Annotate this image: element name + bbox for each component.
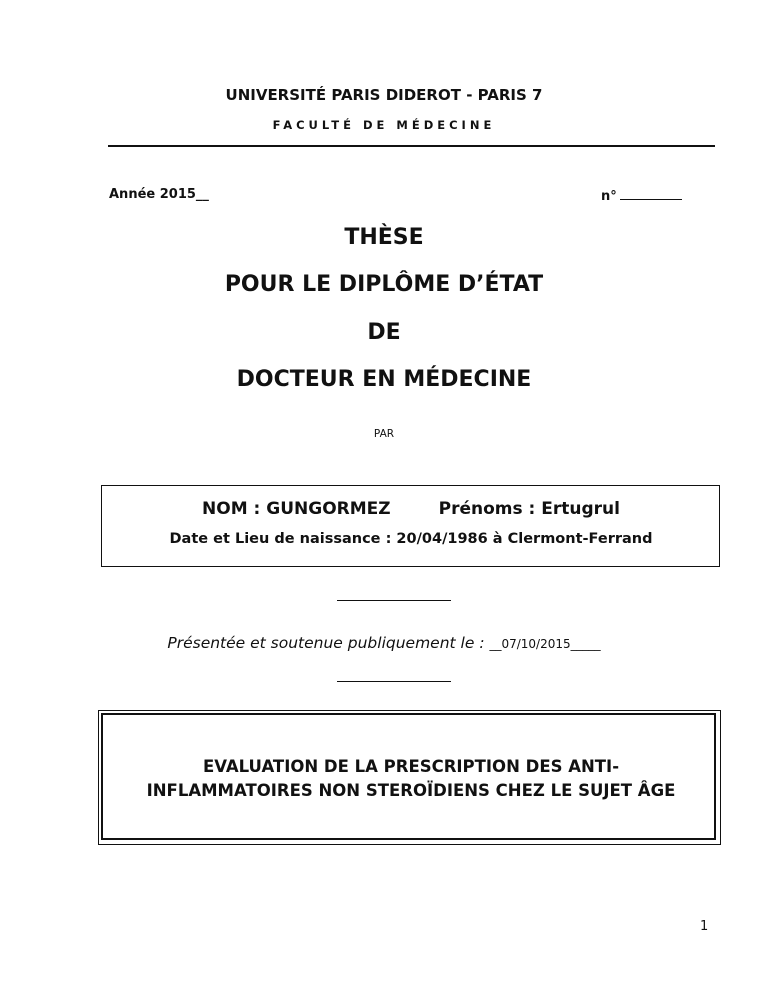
subject-line-2: INFLAMMATOIRES NON STEROÏDIENS CHEZ LE SUJET ÂGE: [146, 781, 676, 800]
subject-line-1: EVALUATION DE LA PRESCRIPTION DES ANTI-: [202, 757, 620, 776]
year-label: Année 2015__: [109, 187, 209, 202]
separator-bottom: [337, 681, 451, 682]
thesis-number: [601, 187, 682, 204]
header-divider: [108, 145, 715, 147]
identity-box: [101, 485, 720, 567]
separator-top: [337, 600, 451, 601]
number-blank-line: [620, 187, 682, 200]
identity-names: [101, 499, 721, 519]
number-label: n°: [601, 189, 617, 204]
author-birth: Date et Lieu de naissance : 20/04/1986 à Clermont-Ferrand: [169, 531, 653, 547]
page-number: 1: [700, 919, 709, 934]
university-name: UNIVERSITÉ PARIS DIDEROT - PARIS 7: [225, 86, 543, 104]
title-de: DE: [367, 320, 401, 345]
author-first-names: Prénoms : Ertugrul: [438, 499, 620, 519]
faculty-name: FACULTÉ DE MÉDECINE: [272, 118, 496, 132]
title-these: THÈSE: [344, 225, 424, 250]
thesis-subject: [101, 755, 721, 803]
by-label: PAR: [373, 428, 395, 440]
defense-date: __07/10/2015_____: [489, 637, 601, 651]
author-name: NOM : GUNGORMEZ: [202, 499, 391, 519]
title-docteur: DOCTEUR EN MÉDECINE: [236, 367, 532, 392]
defense-line: [0, 634, 768, 652]
defense-label: Présentée et soutenue publiquement le :: [167, 634, 490, 652]
title-diplome: POUR LE DIPLÔME D’ÉTAT: [224, 272, 544, 297]
